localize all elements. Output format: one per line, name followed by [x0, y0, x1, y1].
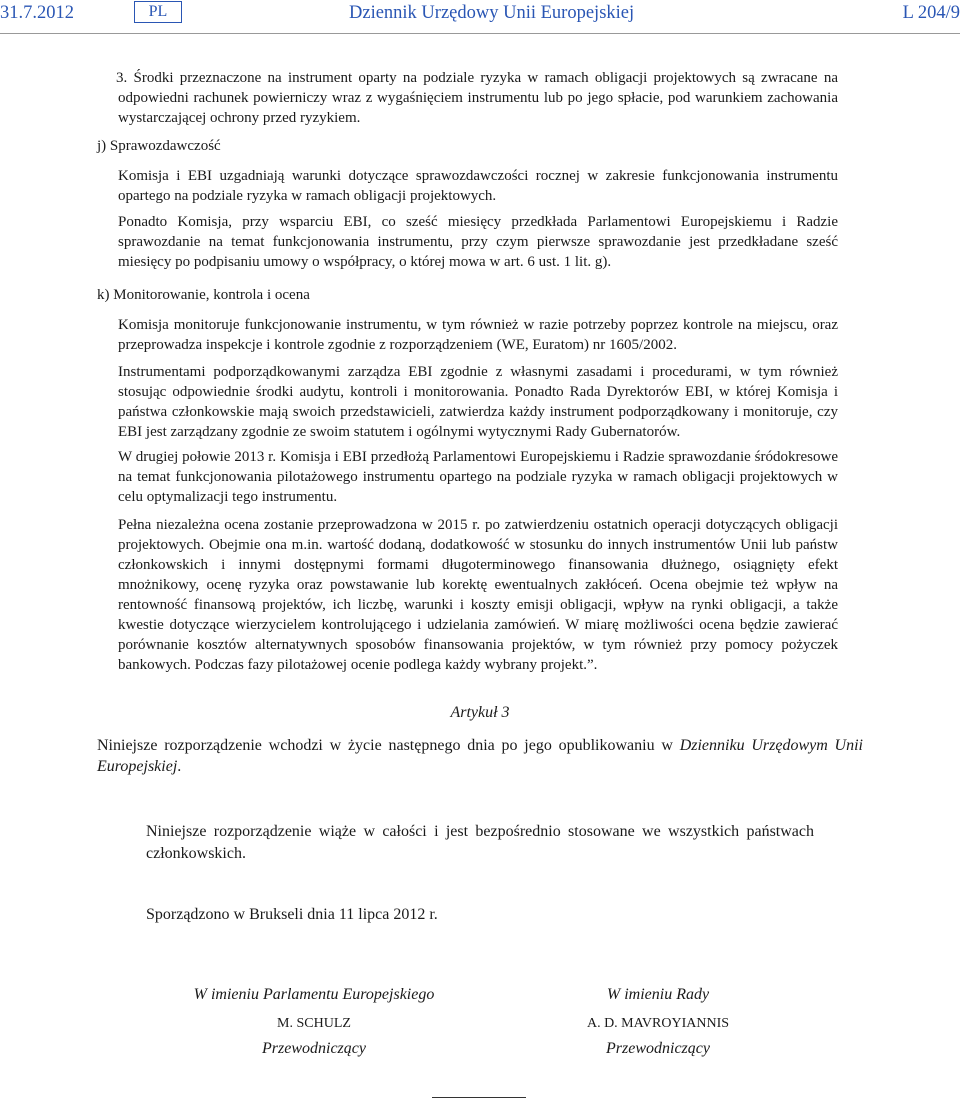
- signature-left-role: Przewodniczący: [262, 1040, 366, 1057]
- binding-clause: Niniejsze rozporządzenie wiąże w całości i jest bezpośrednio stosowane we wszystkich państwach członkowskich.: [146, 823, 814, 862]
- article-3-text-end: .: [177, 758, 182, 775]
- section-k-heading: k) Monitorowanie, kontrola i ocena: [97, 287, 310, 303]
- journal-title: Dziennik Urzędowy Unii Europejskiej: [349, 3, 635, 23]
- article-3-text: [97, 735, 863, 777]
- section-j-paragraph-2: Ponadto Komisja, przy wsparciu EBI, co sześć miesięcy przedkłada Parlamentowi Europejskiemu i Radzie sprawozdanie na temat funkcjonowania instrumentu, przy czym pierwsze sprawozdanie jest przedkładane sześć miesięcy po podpisaniu umowy o współpracy, o której mowa w art. 6 ust. 1 lit. g).: [118, 214, 838, 270]
- section-k-paragraph-2: Instrumentami podporządkowanymi zarządza EBI zgodnie z własnymi zasadami i procedurami, w tym również stosując odpowiednie środki audytu, kontroli i monitorowania. Ponadto Rada Dyrektorów EBI, w której Komisja i państwa członkowskie mają swoich przedstawicieli, zatwierdza każdy instrument podporządkowany i monitoruje, czy EBI jest zarządzany zgodnie ze swoim statutem i ogólnymi wytycznymi Rady Gubernatorów.: [118, 364, 838, 440]
- footer-rule: [432, 1097, 526, 1098]
- signature-left-name: M. SCHULZ: [277, 1016, 351, 1031]
- header-rule: [0, 33, 960, 34]
- section-j-heading: j) Sprawozdawczość: [97, 138, 221, 154]
- language-box: PL: [134, 1, 182, 23]
- signature-left-for: W imieniu Parlamentu Europejskiego: [193, 986, 435, 1003]
- page-reference: L 204/9: [902, 3, 960, 23]
- section-k-paragraph-4: Pełna niezależna ocena zostanie przeprowadzona w 2015 r. po zatwierdzeniu ostatnich operacji dotyczących obligacji projektowych. Obejmie ona m.in. wartość dodaną, dodatkowość w stosunku do innych instrumentów Unii lub państw członkowskich i innymi dostępnymi formami długoterminowego finansowania dłużnego, osiągnięty efekt mnożnikowy, ocenę ryzyka oraz powstawanie lub korektę ewentualnych zakłóceń. Ocena obejmie też wpływ na rentowność finansową projektów, ich liczbę, warunki i koszty emisji obligacji, wpływ na rynki obligacji, a także kwestie dotyczące wierzycielem kontrolującego i udzielania zamówień. W miarę możliwości ocena będzie zawierać porównanie kosztów alternatywnych sposobów finansowania projektów, w tym również przy pomocy pożyczek bankowych. Podczas fazy pilotażowej ocenie podlega każdy wybrany projekt.”.: [118, 517, 838, 673]
- publication-date: 31.7.2012: [0, 3, 74, 23]
- signature-right-role: Przewodniczący: [606, 1040, 710, 1057]
- article-3-title: Artykuł 3: [450, 704, 510, 721]
- section-j-paragraph-1: Komisja i EBI uzgadniają warunki dotyczące sprawozdawczości rocznej w zakresie funkcjonowania instrumentu opartego na podziale ryzyka w ramach obligacji projektowych.: [118, 168, 838, 204]
- page-header: [0, 0, 960, 34]
- paragraph-item-3: 3. Środki przeznaczone na instrument oparty na podziale ryzyka w ramach obligacji projektowych są zwracane na odpowiedni rachunek powierniczy wraz z wygaśnięciem instrumentu lub po jego spłacie, pod warunkiem zachowania wystarczającej ochrony przed ryzykiem.: [116, 70, 838, 126]
- signature-right-for: W imieniu Rady: [606, 986, 710, 1003]
- done-at: Sporządzono w Brukseli dnia 11 lipca 2012 r.: [146, 906, 438, 923]
- signature-right-name: A. D. MAVROYIANNIS: [586, 1016, 730, 1031]
- section-k-paragraph-1: Komisja monitoruje funkcjonowanie instrumentu, w tym również w razie potrzeby poprzez kontrole na miejscu, oraz przeprowadza inspekcje i kontrole zgodnie z rozporządzeniem (WE, Euratom) nr 1605/2002.: [118, 317, 838, 353]
- section-k-paragraph-3: W drugiej połowie 2013 r. Komisja i EBI przedłożą Parlamentowi Europejskiemu i Radzie sprawozdanie śródokresowe na temat funkcjonowania pilotażowego instrumentu opartego na podziale ryzyka w ramach obligacji projektowych w celu optymalizacji tego instrumentu.: [118, 449, 838, 505]
- journal-name-italic: Dzienniku Urzędowym Unii Europejskiej: [97, 737, 863, 775]
- article-3-text-plain: Niniejsze rozporządzenie wchodzi w życie następnego dnia po jego opublikowaniu w: [97, 737, 680, 754]
